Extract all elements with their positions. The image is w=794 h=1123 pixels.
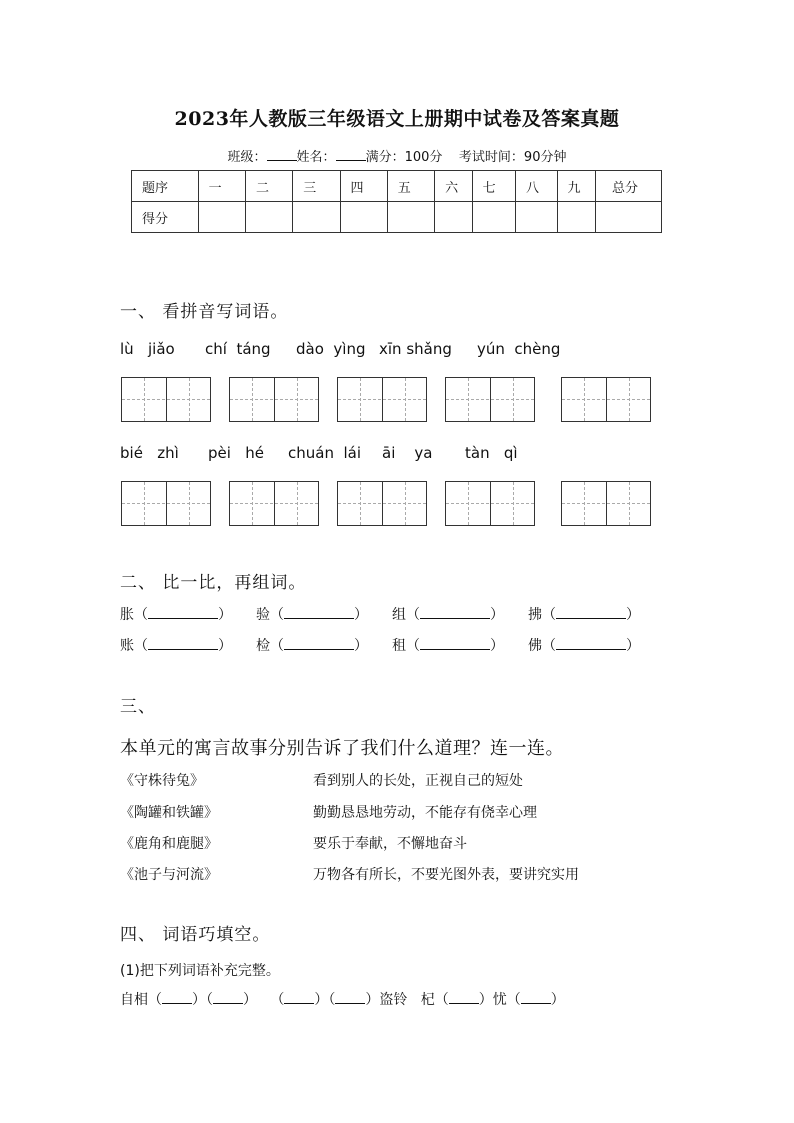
exam-info <box>0 146 794 165</box>
score-cell[interactable] <box>596 202 662 233</box>
score-header-cell: 六 <box>435 171 473 202</box>
name-blank[interactable] <box>336 148 366 161</box>
pinyin-1-1: lù jiǎo <box>120 340 175 358</box>
section1-title: 一、 看拼音写词语。 <box>120 302 289 322</box>
answer-blank[interactable] <box>148 637 218 650</box>
answer-blank[interactable] <box>556 606 626 619</box>
writing-grid[interactable] <box>561 377 651 422</box>
moral-text: 勤勤恳恳地劳动，不能存有侥幸心理 <box>313 805 537 821</box>
compare-item: 检（ ） <box>256 638 368 654</box>
idiom-blank[interactable] <box>521 991 551 1004</box>
idiom-blank[interactable] <box>213 991 243 1004</box>
score-header-row <box>132 171 662 202</box>
compare-item: 拂（ ） <box>528 607 640 623</box>
score-header-cell: 题序 <box>132 171 199 202</box>
section4-title: 四、 词语巧填空。 <box>120 925 271 945</box>
fable-title: 《池子与河流》 <box>120 867 218 883</box>
pinyin-2-5: tàn qì <box>465 444 518 462</box>
writing-grid[interactable] <box>121 377 211 422</box>
section4-sub1: (1)把下列词语补充完整。 <box>120 963 280 979</box>
compare-item: 租（ ） <box>392 638 504 654</box>
score-header-cell: 三 <box>293 171 340 202</box>
pinyin-1-4: xīn shǎng <box>379 340 452 358</box>
score-cell[interactable] <box>198 202 245 233</box>
writing-grid[interactable] <box>229 377 319 422</box>
score-cell[interactable] <box>340 202 387 233</box>
idiom-row: 自相（ ）（ ） （ ）（ ）盗铃 杞（ ）忧（ ） <box>120 992 565 1008</box>
score-row-label: 得分 <box>132 202 199 233</box>
pinyin-2-3: chuán lái <box>288 444 362 462</box>
compare-item: 验（ ） <box>256 607 368 623</box>
answer-blank[interactable] <box>148 606 218 619</box>
score-table <box>131 170 662 233</box>
writing-grid[interactable] <box>561 481 651 526</box>
compare-item: 账（ ） <box>120 638 232 654</box>
compare-item: 佛（ ） <box>528 638 640 654</box>
score-cell[interactable] <box>516 202 557 233</box>
section3-instruction: 本单元的寓言故事分别告诉了我们什么道理？连一连。 <box>120 738 564 759</box>
writing-grid[interactable] <box>337 377 427 422</box>
score-header-cell: 五 <box>387 171 434 202</box>
name-label: 姓名： <box>296 150 336 165</box>
section2-title: 二、 比一比，再组词。 <box>120 573 307 593</box>
writing-grid[interactable] <box>337 481 427 526</box>
score-row <box>132 202 662 233</box>
compare-item: 胀（ ） <box>120 607 232 623</box>
idiom-blank[interactable] <box>284 991 314 1004</box>
score-cell[interactable] <box>472 202 515 233</box>
page-title: 2023年人教版三年级语文上册期中试卷及答案真题 <box>174 108 620 130</box>
writing-grid[interactable] <box>229 481 319 526</box>
score-header-cell: 七 <box>472 171 515 202</box>
pinyin-2-1: bié zhì <box>120 444 179 462</box>
exam-time: 考试时间：90分钟 <box>458 150 567 165</box>
fable-title: 《陶罐和铁罐》 <box>120 805 218 821</box>
score-header-cell: 四 <box>340 171 387 202</box>
score-cell[interactable] <box>557 202 596 233</box>
pinyin-1-2: chí táng <box>205 340 271 358</box>
score-header-cell: 二 <box>245 171 292 202</box>
moral-text: 要乐于奉献，不懈地奋斗 <box>313 836 467 852</box>
moral-text: 万物各有所长，不要光图外表，要讲究实用 <box>313 867 579 883</box>
fable-title: 《鹿角和鹿腿》 <box>120 836 218 852</box>
writing-grid[interactable] <box>121 481 211 526</box>
score-cell[interactable] <box>387 202 434 233</box>
compare-item: 组（ ） <box>392 607 504 623</box>
moral-text: 看到别人的长处，正视自己的短处 <box>313 773 523 789</box>
score-header-cell: 一 <box>198 171 245 202</box>
score-cell[interactable] <box>245 202 292 233</box>
score-cell[interactable] <box>435 202 473 233</box>
writing-grid[interactable] <box>445 481 535 526</box>
score-header-cell: 九 <box>557 171 596 202</box>
idiom-blank[interactable] <box>162 991 192 1004</box>
writing-grid[interactable] <box>445 377 535 422</box>
section3-number: 三、 <box>120 697 156 717</box>
answer-blank[interactable] <box>420 606 490 619</box>
fable-title: 《守株待兔》 <box>120 773 204 789</box>
answer-blank[interactable] <box>284 637 354 650</box>
answer-blank[interactable] <box>284 606 354 619</box>
pinyin-1-5: yún chèng <box>477 340 561 358</box>
pinyin-2-2: pèi hé <box>208 444 264 462</box>
idiom-blank[interactable] <box>335 991 365 1004</box>
score-header-cell: 总分 <box>596 171 662 202</box>
class-label: 班级： <box>227 150 267 165</box>
class-blank[interactable] <box>267 148 297 161</box>
score-header-cell: 八 <box>516 171 557 202</box>
answer-blank[interactable] <box>420 637 490 650</box>
answer-blank[interactable] <box>556 637 626 650</box>
score-cell[interactable] <box>293 202 340 233</box>
pinyin-1-3: dào yìng <box>296 340 366 358</box>
idiom-blank[interactable] <box>449 991 479 1004</box>
full-score: 满分：100分 <box>365 150 443 165</box>
pinyin-2-4: āi ya <box>382 444 433 462</box>
